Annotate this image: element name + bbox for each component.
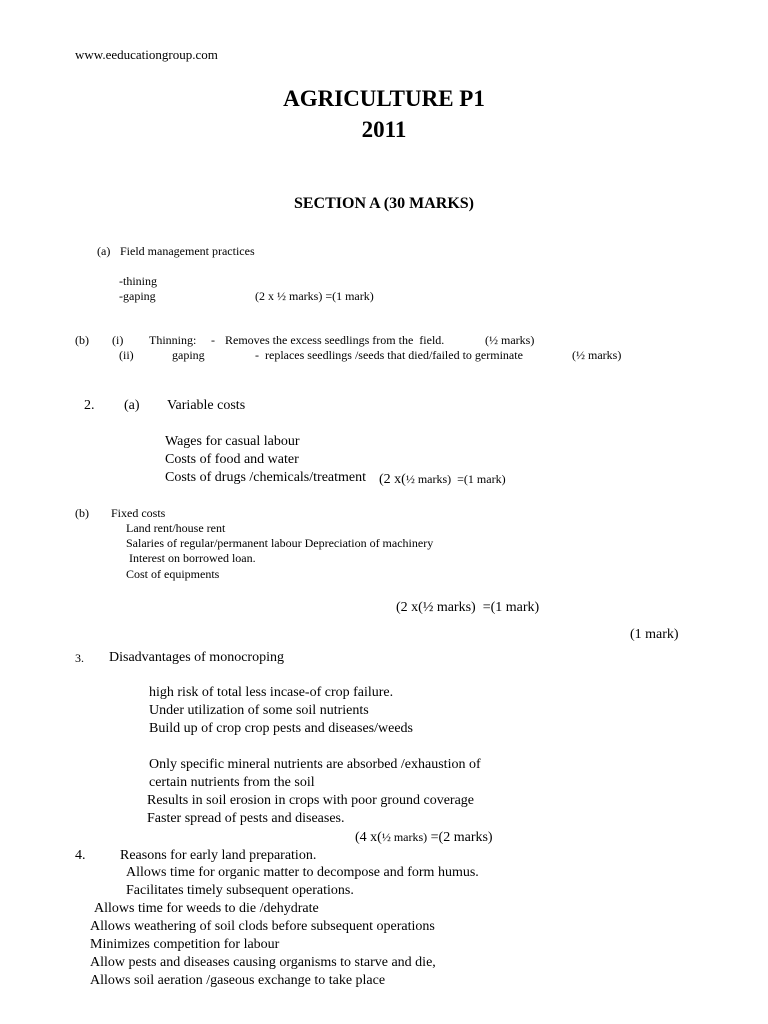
q1-a-item: -gaping [119,289,156,303]
q3-number: 3. [75,651,84,665]
q2-b-marks: (2 x(½ marks) =(1 mark) [396,600,540,615]
q2-a-marks-eq: =( [457,472,468,486]
q3-item: certain nutrients from the soil [149,775,315,790]
q2-b-item: Cost of equipments [126,567,220,581]
q1-b-i-number: (i) [112,333,124,347]
q3-item: Results in soil erosion in crops with poor ground coverage [147,793,475,808]
q4-item: Allows time for organic matter to decompose and form humus. [126,865,479,880]
q1-a-marks: (2 x ½ marks) =(1 mark) [255,289,374,303]
q2-a-heading: Variable costs [167,398,246,413]
website-url: www.eeducationgroup.com [75,47,218,62]
q3-item: high risk of total less incase-of crop failure. [149,685,394,700]
q3-item: Under utilization of some soil nutrients [149,703,369,718]
q4-heading: Reasons for early land preparation. [120,848,317,863]
q1-a-heading: Field management practices [120,244,255,258]
q3-marks-small: ½ marks) [381,830,428,844]
q3-marks [355,829,493,845]
q2-b-item: Land rent/house rent [126,521,226,535]
q2-a-item: Costs of food and water [165,452,299,467]
q1-b-i-dash: - [211,333,215,347]
q1-b-ii-marks: (½ marks) [572,348,622,362]
q2-b-item: Interest on borrowed loan. [126,551,256,565]
q3-marks-open: (4 x( [355,830,382,845]
q4-number: 4. [75,848,86,863]
q2-extra-marks: (1 mark) [630,627,679,642]
q1-a-item: -thining [119,274,157,288]
exam-year: 2011 [361,117,407,142]
q2-a-marks [379,471,506,487]
q3-item: Build up of crop crop pests and diseases/weeds [149,721,413,736]
q1-b-ii-term: gaping [172,348,205,362]
q3-item: Faster spread of pests and diseases. [147,811,345,826]
q1-a-label: (a) [97,244,111,258]
q1-b-i-term: Thinning: [149,333,197,347]
q4-item: Minimizes competition for labour [90,937,280,952]
q4-item: Allow pests and diseases causing organisms to starve and die, [90,955,436,970]
q1-b-ii-text: - replaces seedlings /seeds that died/failed to germinate [255,348,523,362]
q3-marks-end: =(2 marks) [430,830,493,845]
q1-b-i-marks: (½ marks) [485,333,535,347]
q4-item: Allows weathering of soil clods before subsequent operations [90,919,435,934]
q2-number: 2. [84,398,95,413]
q3-heading: Disadvantages of monocroping [109,650,284,665]
q3-item: Only specific mineral nutrients are absorbed /exhaustion of [149,757,481,772]
q4-item: Facilitates timely subsequent operations. [126,883,354,898]
q2-a-item: Costs of drugs /chemicals/treatment [165,470,367,485]
q2-a-item: Wages for casual labour [165,434,300,449]
q2-b-item: Salaries of regular/permanent labour Depreciation of machinery [126,536,434,550]
exam-title: AGRICULTURE P1 [283,86,485,111]
q2-b-label: (b) [75,506,89,520]
q1-b-label: (b) [75,333,89,347]
section-heading: SECTION A (30 MARKS) [293,195,475,212]
q2-a-marks-end: 1 mark) [467,472,506,486]
q2-a-marks-open: (2 x( [379,472,406,487]
q4-item: Allows time for weeds to die /dehydrate [94,901,319,916]
q1-b-i-text: Removes the excess seedlings from the field. [225,333,445,347]
q2-a-marks-small: ½ marks) [405,472,452,486]
q1-b-ii-number: (ii) [119,348,134,362]
q2-a-label: (a) [124,398,140,413]
q2-b-heading: Fixed costs [111,506,166,520]
q4-item: Allows soil aeration /gaseous exchange to take place [90,973,386,988]
